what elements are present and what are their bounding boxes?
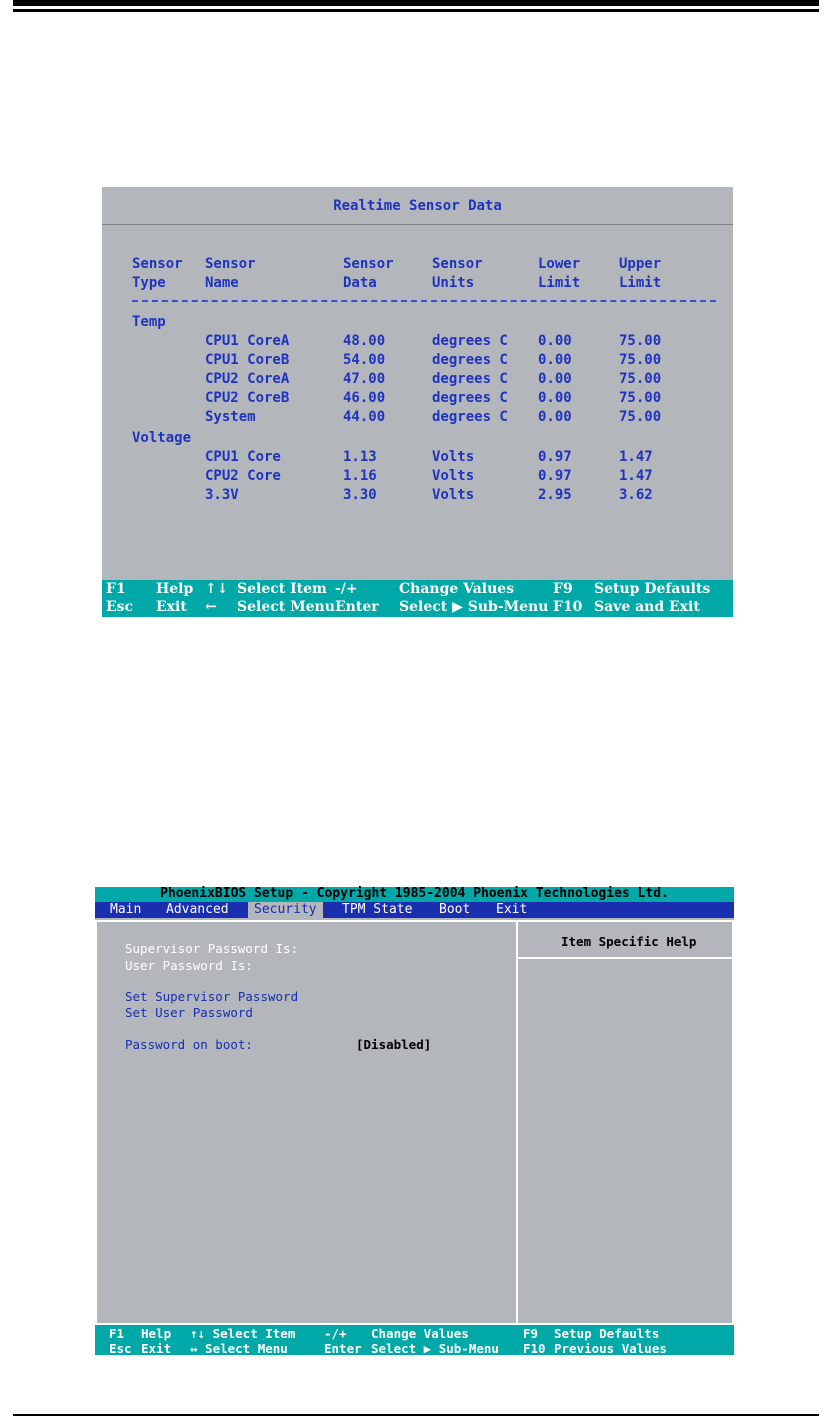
key-label: Exit [141, 1341, 172, 1356]
sensor-units: degrees C [432, 333, 508, 349]
key-f10[interactable]: F10 [523, 1341, 546, 1356]
header-upper-limit: Upper Limit [619, 256, 662, 291]
key-f1[interactable]: F1 [109, 1326, 125, 1341]
header-separator [132, 300, 716, 302]
sensor-lower-limit: 0.00 [538, 390, 572, 406]
sensor-name: 3.3V [205, 487, 239, 503]
key-label: Select Item [237, 581, 327, 597]
key-enter[interactable]: Enter [335, 599, 379, 615]
sensor-screen-title: Realtime Sensor Data [333, 198, 502, 214]
group-label-temp: Temp [132, 314, 166, 330]
sensor-name: CPU1 Core [205, 449, 281, 465]
sensor-units: degrees C [432, 371, 508, 387]
sensor-name: CPU1 CoreA [205, 333, 290, 349]
key-f9[interactable]: F9 [523, 1326, 539, 1341]
menu-advanced[interactable]: Advanced [166, 902, 229, 917]
header-sensor-type: Sensor Type [132, 256, 183, 291]
sensor-value: 54.00 [343, 352, 386, 368]
sensor-upper-limit: 75.00 [619, 409, 662, 425]
sensor-lower-limit: 0.00 [538, 333, 572, 349]
key-label: Change Values [399, 581, 515, 597]
security-screen [95, 887, 734, 1355]
menu-main[interactable]: Main [110, 902, 142, 917]
menu-exit[interactable]: Exit [496, 902, 528, 917]
sensor-units: degrees C [432, 390, 508, 406]
sensor-lower-limit: 0.00 [538, 352, 572, 368]
password-on-boot-value[interactable]: [Disabled] [356, 1037, 432, 1052]
sensor-value: 44.00 [343, 409, 386, 425]
arrow-left-icon[interactable]: ← [205, 599, 217, 615]
key-label: Previous Values [554, 1341, 667, 1356]
key-plus-minus[interactable]: -/+ [335, 581, 358, 597]
bios-menu-bar [95, 902, 734, 918]
key-f10[interactable]: F10 [553, 599, 583, 615]
supervisor-password-status: Supervisor Password Is: [125, 941, 299, 956]
set-user-password-item[interactable]: Set User Password [125, 1005, 253, 1020]
key-label: Save and Exit [594, 599, 700, 615]
header-sensor-data: Sensor Data [343, 256, 394, 291]
header-sensor-units: Sensor Units [432, 256, 483, 291]
key-label: Setup Defaults [554, 1326, 660, 1341]
sensor-upper-limit: 75.00 [619, 390, 662, 406]
item-specific-help-title: Item Specific Help [561, 934, 697, 949]
key-f1[interactable]: F1 [106, 581, 126, 597]
key-plus-minus[interactable]: -/+ [324, 1326, 347, 1341]
sensor-upper-limit: 1.47 [619, 468, 653, 484]
sensor-upper-limit: 1.47 [619, 449, 653, 465]
sensor-units: degrees C [432, 409, 508, 425]
sensor-name: CPU2 Core [205, 468, 281, 484]
sensor-lower-limit: 2.95 [538, 487, 572, 503]
page-bottom-rule [13, 1414, 819, 1416]
help-panel-divider [516, 920, 518, 1325]
sensor-units: Volts [432, 468, 475, 484]
bios-key-help-bar [95, 1325, 734, 1355]
bios-title-bar [95, 887, 734, 902]
sensor-name: CPU2 CoreA [205, 371, 290, 387]
sensor-upper-limit: 3.62 [619, 487, 653, 503]
settings-frame [95, 920, 734, 1325]
key-label: Exit [156, 599, 187, 615]
sensor-lower-limit: 0.00 [538, 409, 572, 425]
key-label: Setup Defaults [594, 581, 711, 597]
sensor-value: 46.00 [343, 390, 386, 406]
sensor-key-help-bar [102, 580, 733, 617]
key-label: Help [156, 581, 194, 597]
menu-boot[interactable]: Boot [439, 902, 471, 917]
sensor-name: CPU2 CoreB [205, 390, 290, 406]
group-label-voltage: Voltage [132, 430, 192, 446]
sensor-data-screen [102, 187, 733, 617]
select-menu-hint: ↔ Select Menu [190, 1341, 288, 1356]
bios-title: PhoenixBIOS Setup - Copyright 1985-2004 Phoenix Technologies Ltd. [160, 886, 669, 901]
sensor-lower-limit: 0.97 [538, 449, 572, 465]
sensor-value: 1.16 [343, 468, 377, 484]
sensor-name: CPU1 CoreB [205, 352, 290, 368]
key-label: Help [141, 1326, 172, 1341]
sensor-name: System [205, 409, 256, 425]
sensor-lower-limit: 0.97 [538, 468, 572, 484]
sensor-units: degrees C [432, 352, 508, 368]
select-item-hint: ↑↓ Select Item [190, 1326, 296, 1341]
sensor-lower-limit: 0.00 [538, 371, 572, 387]
key-label: Change Values [371, 1326, 469, 1341]
page-top-rule [13, 0, 819, 12]
menu-tpm-state[interactable]: TPM State [342, 902, 413, 917]
set-supervisor-password-item[interactable]: Set Supervisor Password [125, 989, 299, 1004]
sensor-value: 47.00 [343, 371, 386, 387]
header-sensor-name: Sensor Name [205, 256, 256, 291]
menu-security[interactable]: Security [248, 902, 323, 918]
sensor-value: 1.13 [343, 449, 377, 465]
arrows-up-down-icon[interactable]: ↑↓ [205, 581, 229, 597]
password-on-boot-label: Password on boot: [125, 1037, 253, 1052]
sensor-units: Volts [432, 487, 475, 503]
key-esc[interactable]: Esc [109, 1341, 132, 1356]
sensor-value: 3.30 [343, 487, 377, 503]
sensor-upper-limit: 75.00 [619, 333, 662, 349]
help-title-separator [518, 957, 732, 959]
sensor-upper-limit: 75.00 [619, 371, 662, 387]
key-f9[interactable]: F9 [553, 581, 573, 597]
key-label: Select ▶ Sub-Menu [371, 1341, 499, 1356]
sensor-upper-limit: 75.00 [619, 352, 662, 368]
sensor-units: Volts [432, 449, 475, 465]
user-password-status: User Password Is: [125, 958, 253, 973]
key-label: Select ▶ Sub-Menu [399, 599, 549, 615]
sensor-value: 48.00 [343, 333, 386, 349]
key-esc[interactable]: Esc [106, 599, 134, 615]
header-lower-limit: Lower Limit [538, 256, 581, 291]
key-enter[interactable]: Enter [324, 1341, 362, 1356]
key-label: Select Menu [237, 599, 335, 615]
sensor-title-bar [102, 187, 733, 225]
